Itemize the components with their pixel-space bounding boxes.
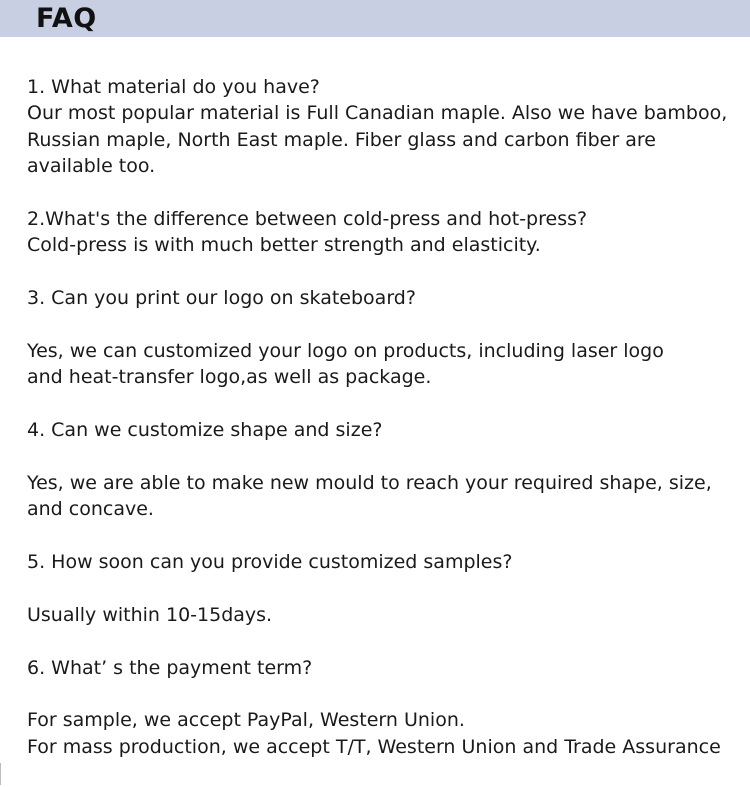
faq-title: FAQ <box>36 3 97 34</box>
faq-question-3: 3. Can you print our logo on skateboard? <box>27 287 416 310</box>
faq-question-5: 5. How soon can you provide customized samples? <box>27 551 513 574</box>
faq-answer-1-line-1: Our most popular material is Full Canadian maple. Also we have bamboo, <box>27 102 728 125</box>
faq-question-4: 4. Can we customize shape and size? <box>27 419 383 442</box>
faq-answer-4-line-1: Yes, we are able to make new mould to reach your required shape, size, <box>27 471 712 494</box>
faq-body <box>27 74 750 760</box>
spacer <box>27 391 750 417</box>
faq-question-2: 2.What's the difference between cold-press and hot-press? <box>27 207 588 230</box>
spacer <box>27 575 750 601</box>
faq-answer-2-line-1: Cold-press is with much better strength and elasticity. <box>27 234 541 257</box>
edge-marker <box>0 763 1 785</box>
spacer <box>27 259 750 285</box>
spacer <box>27 681 750 707</box>
spacer <box>27 180 750 206</box>
faq-answer-3-line-1: Yes, we can customized your logo on products, including laser logo <box>27 339 664 362</box>
faq-answer-1-line-2: Russian maple, North East maple. Fiber glass and carbon fiber are <box>27 128 656 151</box>
faq-answer-1-line-3: available too. <box>27 155 156 178</box>
faq-question-6: 6. What’ s the payment term? <box>27 656 313 679</box>
faq-question-1: 1. What material do you have? <box>27 76 320 98</box>
faq-answer-5-line-1: Usually within 10-15days. <box>27 603 273 626</box>
spacer <box>27 523 750 549</box>
faq-header-bar <box>0 0 750 37</box>
faq-answer-6-line-2: For mass production, we accept T/T, Western Union and Trade Assurance <box>27 735 721 758</box>
spacer <box>27 443 750 469</box>
spacer <box>27 628 750 654</box>
faq-answer-4-line-2: and concave. <box>27 498 154 521</box>
faq-answer-3-line-2: and heat-transfer logo,as well as package. <box>27 366 432 389</box>
spacer <box>27 312 750 338</box>
faq-answer-6-line-1: For sample, we accept PayPal, Western Union. <box>27 709 465 732</box>
